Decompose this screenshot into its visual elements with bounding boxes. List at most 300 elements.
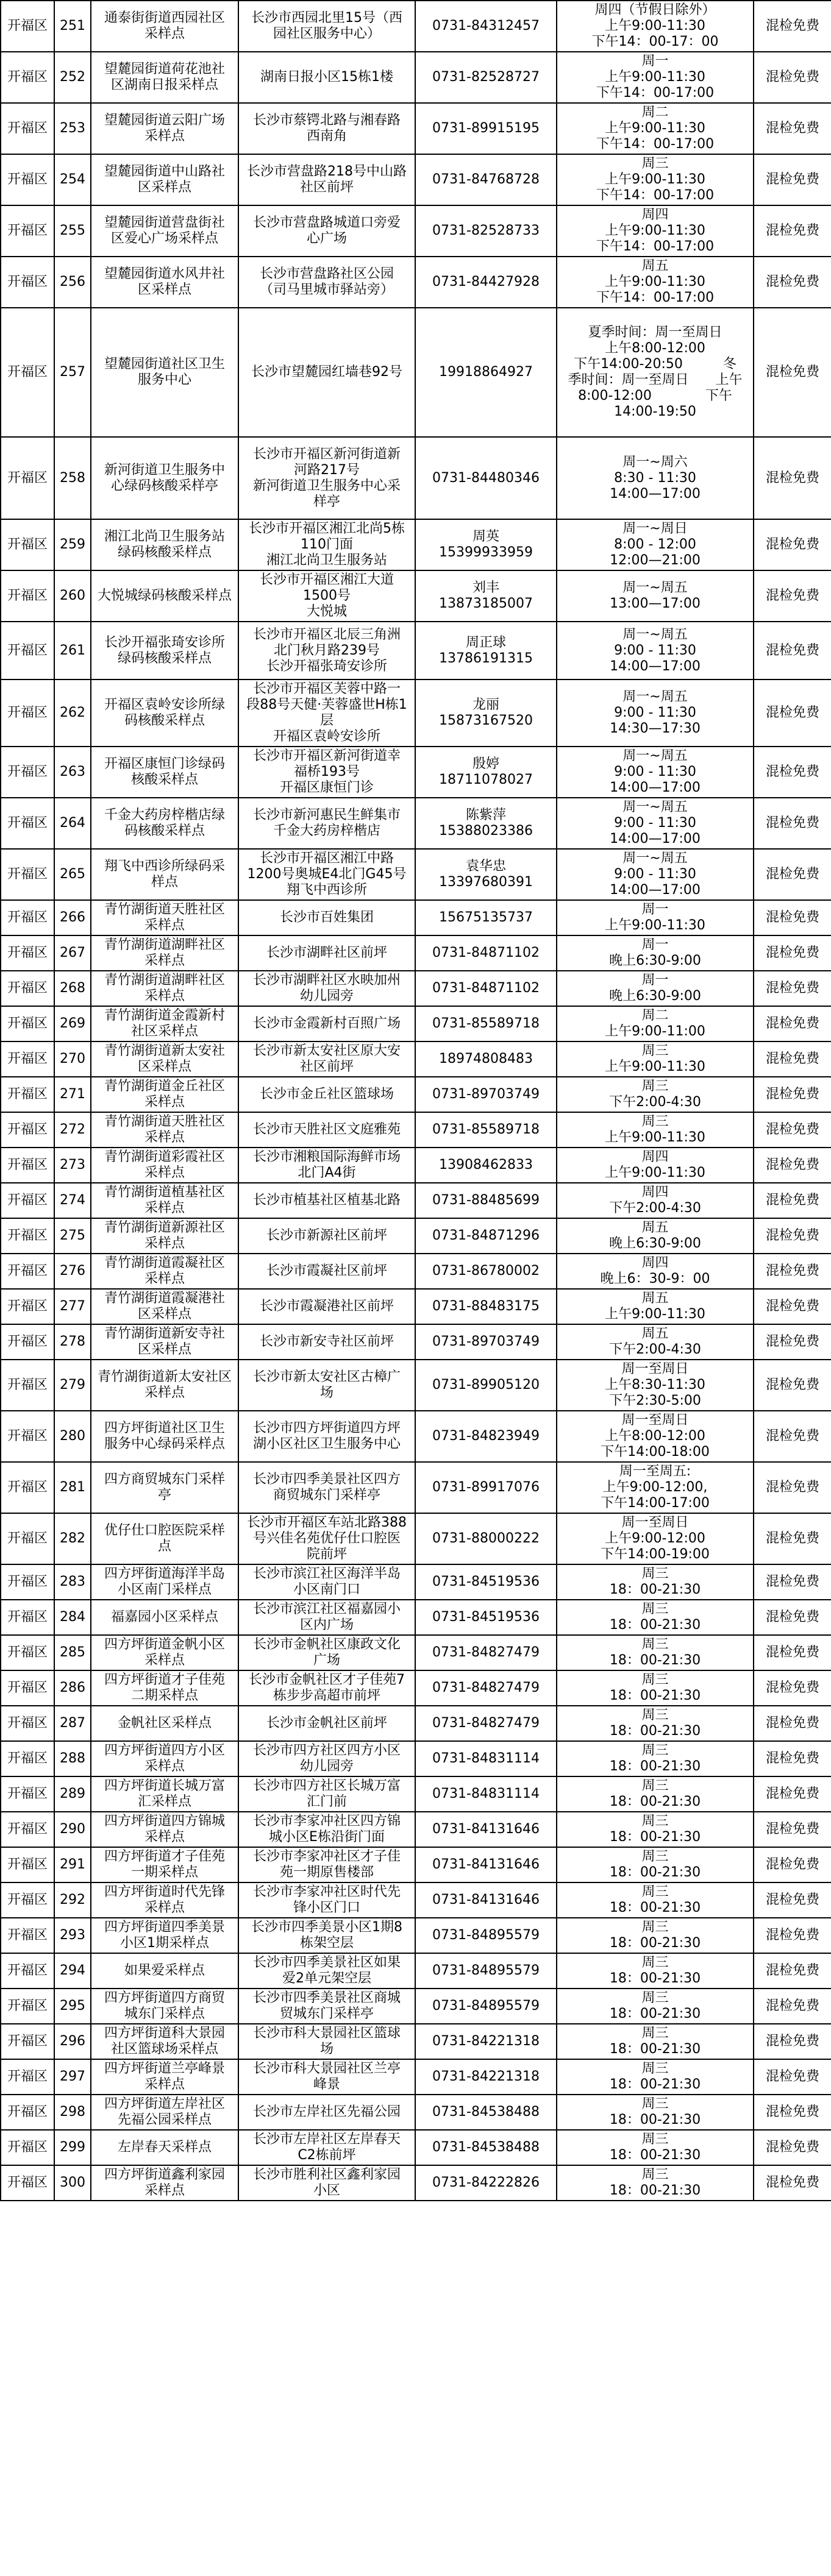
site-name-cell: 青竹湖街道新太安社区采样点 — [91, 1360, 238, 1411]
hours-cell: 周三 18：00-21:30 — [557, 1635, 754, 1670]
phone-cell: 0731-82528733 — [415, 205, 557, 257]
hours-cell: 周一 晚上6:30-9:00 — [557, 971, 754, 1006]
address-cell: 长沙市金帆社区康政文化 广场 — [238, 1635, 415, 1670]
hours-cell: 周三 下午2:00-4:30 — [557, 1077, 754, 1112]
number-cell: 278 — [54, 1324, 91, 1360]
hours-cell: 周五 上午9:00-11:30 下午14：00-17:00 — [557, 257, 754, 308]
fee-cell: 混检免费 — [754, 2095, 831, 2130]
district-cell: 开福区 — [1, 900, 54, 935]
hours-cell: 周五 上午9:00-11:30 — [557, 1289, 754, 1324]
site-name-cell: 千金大药房梓楷店绿 码核酸采样点 — [91, 798, 238, 849]
number-cell: 275 — [54, 1218, 91, 1254]
district-cell: 开福区 — [1, 1218, 54, 1254]
hours-cell: 夏季时间：周一至周日 上午8:00-12:00 下午14:00-20:50 冬 季时间：周一至周日 上午 8:00-12:00 下午 14:00-19:50 — [557, 308, 754, 437]
phone-cell: 0731-84827479 — [415, 1635, 557, 1670]
phone-cell: 0731-84871102 — [415, 935, 557, 971]
number-cell: 262 — [54, 679, 91, 747]
phone-cell: 0731-88483175 — [415, 1289, 557, 1324]
phone-cell: 0731-84831114 — [415, 1741, 557, 1776]
hours-cell: 周三 上午9:00-11:30 — [557, 1112, 754, 1148]
phone-cell: 0731-84312457 — [415, 1, 557, 52]
number-cell: 286 — [54, 1670, 91, 1706]
hours-cell: 周一 上午9:00-11:30 — [557, 900, 754, 935]
fee-cell: 混检免费 — [754, 849, 831, 900]
fee-cell: 混检免费 — [754, 1183, 831, 1218]
fee-cell: 混检免费 — [754, 1635, 831, 1670]
fee-cell: 混检免费 — [754, 798, 831, 849]
table-row — [1, 679, 831, 747]
address-cell: 长沙市开福区新河街道新 河路217号 新河街道卫生服务中心采 样亭 — [238, 437, 415, 519]
district-cell: 开福区 — [1, 1953, 54, 1989]
district-cell: 开福区 — [1, 1411, 54, 1462]
site-name-cell: 左岸春天采样点 — [91, 2130, 238, 2165]
address-cell: 长沙市开福区北辰三角洲 北门秋月路239号 长沙开福张琦安诊所 — [238, 622, 415, 679]
district-cell: 开福区 — [1, 1041, 54, 1077]
fee-cell: 混检免费 — [754, 1324, 831, 1360]
address-cell: 长沙市望麓园红墙巷92号 — [238, 308, 415, 437]
district-cell: 开福区 — [1, 1600, 54, 1635]
fee-cell: 混检免费 — [754, 935, 831, 971]
number-cell: 268 — [54, 971, 91, 1006]
address-cell: 长沙市湖畔社区水映加州 幼儿园旁 — [238, 971, 415, 1006]
address-cell: 长沙市金帆社区才子佳苑7 栋步步高超市前坪 — [238, 1670, 415, 1706]
site-name-cell: 青竹湖街道新源社区 采样点 — [91, 1218, 238, 1254]
site-name-cell: 湘江北尚卫生服务站 绿码核酸采样点 — [91, 519, 238, 570]
fee-cell: 混检免费 — [754, 1218, 831, 1254]
address-cell: 长沙市开福区新河街道幸 福桥193号 开福区康恒门诊 — [238, 747, 415, 798]
district-cell: 开福区 — [1, 747, 54, 798]
district-cell: 开福区 — [1, 1360, 54, 1411]
address-cell: 长沙市金霞新村百照广场 — [238, 1006, 415, 1041]
table-row — [1, 1324, 831, 1360]
hours-cell: 周三 18：00-21:30 — [557, 1564, 754, 1600]
hours-cell: 周一~周日 8:00 - 12:00 12:00—21:00 — [557, 519, 754, 570]
district-cell: 开福区 — [1, 1564, 54, 1600]
table-row — [1, 1513, 831, 1564]
hours-cell: 周二 上午9:00-11:30 下午14：00-17:00 — [557, 103, 754, 154]
address-cell: 长沙市四季美景社区四方 商贸城东门采样亭 — [238, 1462, 415, 1513]
phone-cell: 0731-84827479 — [415, 1670, 557, 1706]
fee-cell: 混检免费 — [754, 154, 831, 205]
site-name-cell: 青竹湖街道新安寺社 区采样点 — [91, 1324, 238, 1360]
district-cell: 开福区 — [1, 1776, 54, 1812]
fee-cell: 混检免费 — [754, 1847, 831, 1882]
number-cell: 289 — [54, 1776, 91, 1812]
address-cell: 长沙市蔡锷北路与湘春路 西南角 — [238, 103, 415, 154]
fee-cell: 混检免费 — [754, 900, 831, 935]
number-cell: 253 — [54, 103, 91, 154]
address-cell: 长沙市开福区湘江大道 1500号 大悦城 — [238, 570, 415, 622]
phone-cell: 0731-82528727 — [415, 52, 557, 103]
phone-cell: 0731-84831114 — [415, 1776, 557, 1812]
address-cell: 长沙市湖畔社区前坪 — [238, 935, 415, 971]
site-name-cell: 四方坪街道才子佳苑 二期采样点 — [91, 1670, 238, 1706]
phone-cell: 0731-84871102 — [415, 971, 557, 1006]
address-cell: 长沙市营盘路城道口旁爱 心广场 — [238, 205, 415, 257]
address-cell: 长沙市四季美景小区1期8 栋架空层 — [238, 1918, 415, 1953]
district-cell: 开福区 — [1, 1513, 54, 1564]
address-cell: 湖南日报小区15栋1楼 — [238, 52, 415, 103]
phone-cell: 18974808483 — [415, 1041, 557, 1077]
number-cell: 300 — [54, 2165, 91, 2201]
address-cell: 长沙市科大景园社区兰亭 峰景 — [238, 2059, 415, 2095]
address-cell: 长沙市滨江社区海洋半岛 小区南门口 — [238, 1564, 415, 1600]
table-row — [1, 1670, 831, 1706]
site-name-cell: 四方坪街道四方锦城 采样点 — [91, 1812, 238, 1847]
district-cell: 开福区 — [1, 622, 54, 679]
phone-cell: 0731-84427928 — [415, 257, 557, 308]
hours-cell: 周三 18：00-21:30 — [557, 2024, 754, 2059]
site-name-cell: 开福区袁岭安诊所绿 码核酸采样点 — [91, 679, 238, 747]
address-cell: 长沙市新河惠民生鲜集市 千金大药房梓楷店 — [238, 798, 415, 849]
site-name-cell: 青竹湖街道新太安社 区采样点 — [91, 1041, 238, 1077]
number-cell: 288 — [54, 1741, 91, 1776]
number-cell: 271 — [54, 1077, 91, 1112]
hours-cell: 周四 晚上6：30-9：00 — [557, 1254, 754, 1289]
hours-cell: 周一 晚上6:30-9:00 — [557, 935, 754, 971]
fee-cell: 混检免费 — [754, 437, 831, 519]
address-cell: 长沙市四季美景社区商城 贸城东门采样亭 — [238, 1989, 415, 2024]
hours-cell: 周三 18：00-21:30 — [557, 1670, 754, 1706]
district-cell: 开福区 — [1, 935, 54, 971]
district-cell: 开福区 — [1, 849, 54, 900]
fee-cell: 混检免费 — [754, 257, 831, 308]
table-row — [1, 1918, 831, 1953]
district-cell: 开福区 — [1, 2130, 54, 2165]
site-name-cell: 大悦城绿码核酸采样点 — [91, 570, 238, 622]
district-cell: 开福区 — [1, 1077, 54, 1112]
fee-cell: 混检免费 — [754, 103, 831, 154]
hours-cell: 周二 上午9:00-11:00 — [557, 1006, 754, 1041]
address-cell: 长沙市李家冲社区时代先 锋小区门口 — [238, 1882, 415, 1918]
hours-cell: 周一 上午9:00-11:30 下午14：00-17:00 — [557, 52, 754, 103]
number-cell: 287 — [54, 1706, 91, 1741]
phone-cell: 周正球 13786191315 — [415, 622, 557, 679]
table-row — [1, 570, 831, 622]
table-row — [1, 1360, 831, 1411]
address-cell: 长沙市天胜社区文庭雅苑 — [238, 1112, 415, 1148]
hours-cell: 周一至周日 上午9:00-12:00 下午14:00-19:00 — [557, 1513, 754, 1564]
address-cell: 长沙市营盘路218号中山路 社区前坪 — [238, 154, 415, 205]
fee-cell: 混检免费 — [754, 1077, 831, 1112]
table-row — [1, 1006, 831, 1041]
table-row — [1, 1462, 831, 1513]
site-name-cell: 四方坪街道四季美景 小区1期采样点 — [91, 1918, 238, 1953]
phone-cell: 0731-84131646 — [415, 1812, 557, 1847]
hours-cell: 周一~周五 9:00 - 11:30 14:30—17:30 — [557, 679, 754, 747]
hours-cell: 周五 晚上6:30-9:00 — [557, 1218, 754, 1254]
hours-cell: 周三 18：00-21:30 — [557, 2095, 754, 2130]
hours-cell: 周三 18：00-21:30 — [557, 1918, 754, 1953]
site-name-cell: 四方坪街道左岸社区 先福公园采样点 — [91, 2095, 238, 2130]
hours-cell: 周一~周五 13:00—17:00 — [557, 570, 754, 622]
hours-cell: 周四 下午2:00-4:30 — [557, 1183, 754, 1218]
table-row — [1, 2024, 831, 2059]
number-cell: 258 — [54, 437, 91, 519]
table-row — [1, 849, 831, 900]
fee-cell: 混检免费 — [754, 1513, 831, 1564]
number-cell: 259 — [54, 519, 91, 570]
number-cell: 284 — [54, 1600, 91, 1635]
phone-cell: 周英 15399933959 — [415, 519, 557, 570]
fee-cell: 混检免费 — [754, 2059, 831, 2095]
fee-cell: 混检免费 — [754, 2130, 831, 2165]
number-cell: 263 — [54, 747, 91, 798]
number-cell: 272 — [54, 1112, 91, 1148]
number-cell: 269 — [54, 1006, 91, 1041]
district-cell: 开福区 — [1, 971, 54, 1006]
number-cell: 295 — [54, 1989, 91, 2024]
address-cell: 长沙市西园北里15号（西 园社区服务中心） — [238, 1, 415, 52]
fee-cell: 混检免费 — [754, 2024, 831, 2059]
fee-cell: 混检免费 — [754, 1706, 831, 1741]
phone-cell: 0731-84823949 — [415, 1411, 557, 1462]
district-cell: 开福区 — [1, 154, 54, 205]
table-row — [1, 1989, 831, 2024]
district-cell: 开福区 — [1, 1812, 54, 1847]
hours-cell: 周一至周五: 上午9:00-12:00, 下午14:00-17:00 — [557, 1462, 754, 1513]
number-cell: 292 — [54, 1882, 91, 1918]
district-cell: 开福区 — [1, 52, 54, 103]
number-cell: 256 — [54, 257, 91, 308]
site-name-cell: 望麓园街道营盘街社 区爱心广场采样点 — [91, 205, 238, 257]
district-cell: 开福区 — [1, 1148, 54, 1183]
number-cell: 282 — [54, 1513, 91, 1564]
phone-cell: 0731-89703749 — [415, 1077, 557, 1112]
address-cell: 长沙市胜利社区鑫利家园 小区 — [238, 2165, 415, 2201]
district-cell: 开福区 — [1, 1741, 54, 1776]
phone-cell: 0731-88485699 — [415, 1183, 557, 1218]
site-name-cell: 优仔仕口腔医院采样 点 — [91, 1513, 238, 1564]
district-cell: 开福区 — [1, 1289, 54, 1324]
district-cell: 开福区 — [1, 1324, 54, 1360]
district-cell: 开福区 — [1, 103, 54, 154]
number-cell: 296 — [54, 2024, 91, 2059]
table-row — [1, 1564, 831, 1600]
hours-cell: 周一~周五 9:00 - 11:30 14:00—17:00 — [557, 798, 754, 849]
hours-cell: 周四（节假日除外） 上午9:00-11:30 下午14：00-17：00 — [557, 1, 754, 52]
district-cell: 开福区 — [1, 2059, 54, 2095]
table-row — [1, 2165, 831, 2201]
address-cell: 长沙市金帆社区前坪 — [238, 1706, 415, 1741]
address-cell: 长沙市科大景园社区篮球 场 — [238, 2024, 415, 2059]
site-name-cell: 四方坪街道时代先锋 采样点 — [91, 1882, 238, 1918]
address-cell: 长沙市四季美景社区如果 爱2单元架空层 — [238, 1953, 415, 1989]
table-row — [1, 1741, 831, 1776]
number-cell: 276 — [54, 1254, 91, 1289]
table-row — [1, 519, 831, 570]
district-cell: 开福区 — [1, 437, 54, 519]
district-cell: 开福区 — [1, 1989, 54, 2024]
district-cell: 开福区 — [1, 1112, 54, 1148]
phone-cell: 陈紫萍 15388023386 — [415, 798, 557, 849]
district-cell: 开福区 — [1, 1254, 54, 1289]
hours-cell: 周三 18：00-21:30 — [557, 2059, 754, 2095]
number-cell: 261 — [54, 622, 91, 679]
hours-cell: 周一至周日 上午8:30-11:30 下午2:30-5:00 — [557, 1360, 754, 1411]
table-row — [1, 1635, 831, 1670]
table-row — [1, 1077, 831, 1112]
fee-cell: 混检免费 — [754, 1148, 831, 1183]
site-name-cell: 四方商贸城东门采样 亭 — [91, 1462, 238, 1513]
district-cell: 开福区 — [1, 1847, 54, 1882]
table-row — [1, 798, 831, 849]
table-row — [1, 1776, 831, 1812]
hours-cell: 周一~周五 9:00 - 11:30 14:00—17:00 — [557, 622, 754, 679]
fee-cell: 混检免费 — [754, 1741, 831, 1776]
phone-cell: 0731-86780002 — [415, 1254, 557, 1289]
phone-cell: 0731-85589718 — [415, 1112, 557, 1148]
district-cell: 开福区 — [1, 2095, 54, 2130]
hours-cell: 周三 18：00-21:30 — [557, 1882, 754, 1918]
fee-cell: 混检免费 — [754, 570, 831, 622]
table-row — [1, 1882, 831, 1918]
site-name-cell: 开福区康恒门诊绿码 核酸采样点 — [91, 747, 238, 798]
address-cell: 长沙市营盘路社区公园 （司马里城市驿站旁） — [238, 257, 415, 308]
site-name-cell: 四方坪街道兰亭峰景 采样点 — [91, 2059, 238, 2095]
phone-cell: 0731-84131646 — [415, 1882, 557, 1918]
address-cell: 长沙市金丘社区篮球场 — [238, 1077, 415, 1112]
table-row — [1, 52, 831, 103]
site-name-cell: 新河街道卫生服务中 心绿码核酸采样亭 — [91, 437, 238, 519]
number-cell: 280 — [54, 1411, 91, 1462]
fee-cell: 混检免费 — [754, 1254, 831, 1289]
hours-cell: 周五 下午2:00-4:30 — [557, 1324, 754, 1360]
phone-cell: 0731-88000222 — [415, 1513, 557, 1564]
phone-cell: 0731-84519536 — [415, 1600, 557, 1635]
district-cell: 开福区 — [1, 1882, 54, 1918]
number-cell: 254 — [54, 154, 91, 205]
phone-cell: 0731-89915195 — [415, 103, 557, 154]
hours-cell: 周三 18：00-21:30 — [557, 2165, 754, 2201]
phone-cell: 0731-84871296 — [415, 1218, 557, 1254]
site-name-cell: 望麓园街道中山路社 区采样点 — [91, 154, 238, 205]
number-cell: 273 — [54, 1148, 91, 1183]
phone-cell: 0731-84519536 — [415, 1564, 557, 1600]
table-row — [1, 437, 831, 519]
address-cell: 长沙市左岸社区左岸春天 C2栋前坪 — [238, 2130, 415, 2165]
district-cell: 开福区 — [1, 570, 54, 622]
district-cell: 开福区 — [1, 1, 54, 52]
address-cell: 长沙市滨江社区福嘉园小 区内广场 — [238, 1600, 415, 1635]
address-cell: 长沙市四方坪街道四方坪 湖小区社区卫生服务中心 — [238, 1411, 415, 1462]
phone-cell: 0731-84895579 — [415, 1953, 557, 1989]
fee-cell: 混检免费 — [754, 205, 831, 257]
address-cell: 长沙市植基社区植基北路 — [238, 1183, 415, 1218]
site-name-cell: 四方坪街道四方商贸 城东门采样点 — [91, 1989, 238, 2024]
fee-cell: 混检免费 — [754, 1812, 831, 1847]
fee-cell: 混检免费 — [754, 622, 831, 679]
site-name-cell: 青竹湖街道湖畔社区 采样点 — [91, 971, 238, 1006]
district-cell: 开福区 — [1, 1706, 54, 1741]
number-cell: 299 — [54, 2130, 91, 2165]
site-name-cell: 青竹湖街道霞凝港社 区采样点 — [91, 1289, 238, 1324]
table-row — [1, 1706, 831, 1741]
address-cell: 长沙市新太安社区原大安 社区前坪 — [238, 1041, 415, 1077]
address-cell: 长沙市开福区芙蓉中路一 段88号天健·芙蓉盛世H栋1 层 开福区袁岭安诊所 — [238, 679, 415, 747]
table-row — [1, 1254, 831, 1289]
phone-cell: 0731-89905120 — [415, 1360, 557, 1411]
hours-cell: 周四 上午9:00-11:30 下午14：00-17:00 — [557, 205, 754, 257]
address-cell: 长沙市霞凝港社区前坪 — [238, 1289, 415, 1324]
number-cell: 290 — [54, 1812, 91, 1847]
site-name-cell: 青竹湖街道彩霞社区 采样点 — [91, 1148, 238, 1183]
hours-cell: 周三 18：00-21:30 — [557, 1953, 754, 1989]
number-cell: 251 — [54, 1, 91, 52]
district-cell: 开福区 — [1, 1006, 54, 1041]
hours-cell: 周三 18：00-21:30 — [557, 1706, 754, 1741]
number-cell: 297 — [54, 2059, 91, 2095]
fee-cell: 混检免费 — [754, 1564, 831, 1600]
phone-cell: 19918864927 — [415, 308, 557, 437]
phone-cell: 0731-89703749 — [415, 1324, 557, 1360]
fee-cell: 混检免费 — [754, 1776, 831, 1812]
address-cell: 长沙市霞凝社区前坪 — [238, 1254, 415, 1289]
site-name-cell: 望麓园街道荷花池社 区湖南日报采样点 — [91, 52, 238, 103]
fee-cell: 混检免费 — [754, 1882, 831, 1918]
fee-cell: 混检免费 — [754, 52, 831, 103]
fee-cell: 混检免费 — [754, 1600, 831, 1635]
fee-cell: 混检免费 — [754, 519, 831, 570]
hours-cell: 周三 18：00-21:30 — [557, 1812, 754, 1847]
table-row — [1, 2095, 831, 2130]
table-row — [1, 1600, 831, 1635]
site-name-cell: 如果爱采样点 — [91, 1953, 238, 1989]
table-row — [1, 103, 831, 154]
site-name-cell: 四方坪街道才子佳苑 一期采样点 — [91, 1847, 238, 1882]
hours-cell: 周四 上午9:00-11:30 — [557, 1148, 754, 1183]
fee-cell: 混检免费 — [754, 1360, 831, 1411]
address-cell: 长沙市新安寺社区前坪 — [238, 1324, 415, 1360]
number-cell: 274 — [54, 1183, 91, 1218]
address-cell: 长沙市新太安社区古樟广 场 — [238, 1360, 415, 1411]
fee-cell: 混检免费 — [754, 1918, 831, 1953]
table-row — [1, 1183, 831, 1218]
address-cell: 长沙市四方社区四方小区 幼儿园旁 — [238, 1741, 415, 1776]
site-name-cell: 翔飞中西诊所绿码采 样点 — [91, 849, 238, 900]
site-name-cell: 青竹湖街道天胜社区 采样点 — [91, 1112, 238, 1148]
phone-cell: 0731-84480346 — [415, 437, 557, 519]
number-cell: 270 — [54, 1041, 91, 1077]
number-cell: 277 — [54, 1289, 91, 1324]
address-cell: 长沙市左岸社区先福公园 — [238, 2095, 415, 2130]
site-name-cell: 青竹湖街道金霞新村 社区采样点 — [91, 1006, 238, 1041]
district-cell: 开福区 — [1, 1183, 54, 1218]
fee-cell: 混检免费 — [754, 1006, 831, 1041]
fee-cell: 混检免费 — [754, 1, 831, 52]
hours-cell: 周一~周六 8:30 - 11:30 14:00—17:00 — [557, 437, 754, 519]
district-cell: 开福区 — [1, 519, 54, 570]
phone-cell: 0731-85589718 — [415, 1006, 557, 1041]
address-cell: 长沙市李家冲社区才子佳 苑一期原售楼部 — [238, 1847, 415, 1882]
site-name-cell: 四方坪街道科大景园 社区篮球场采样点 — [91, 2024, 238, 2059]
phone-cell: 0731-84827479 — [415, 1706, 557, 1741]
number-cell: 264 — [54, 798, 91, 849]
phone-cell: 0731-84768728 — [415, 154, 557, 205]
hours-cell: 周一~周五 9:00 - 11:30 14:00—17:00 — [557, 747, 754, 798]
fee-cell: 混检免费 — [754, 1462, 831, 1513]
phone-cell: 0731-84131646 — [415, 1847, 557, 1882]
site-name-cell: 长沙开福张琦安诊所 绿码核酸采样点 — [91, 622, 238, 679]
table-row — [1, 622, 831, 679]
hours-cell: 周三 18：00-21:30 — [557, 1600, 754, 1635]
site-name-cell: 望麓园街道云阳广场 采样点 — [91, 103, 238, 154]
site-name-cell: 青竹湖街道植基社区 采样点 — [91, 1183, 238, 1218]
table-row — [1, 1812, 831, 1847]
site-name-cell: 青竹湖街道湖畔社区 采样点 — [91, 935, 238, 971]
district-cell: 开福区 — [1, 1462, 54, 1513]
table-row — [1, 2059, 831, 2095]
